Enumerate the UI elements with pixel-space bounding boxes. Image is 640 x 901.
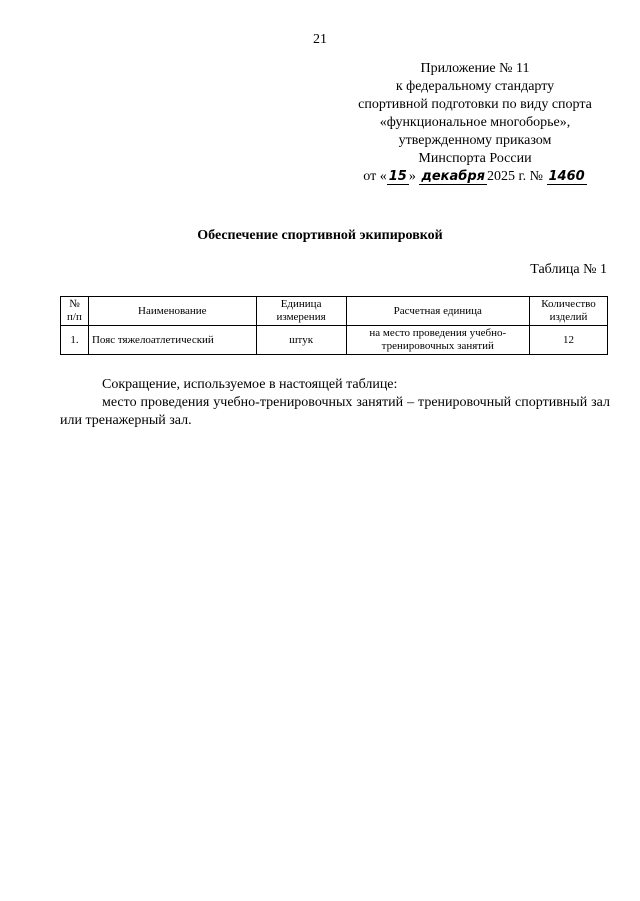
cell-name: Пояс тяжелоатлетический [88,326,256,355]
header-number: № п/п [61,297,89,326]
order-month: декабря [421,169,485,184]
order-date-line [340,168,610,186]
page-number: 21 [313,32,327,47]
header-quantity: Количество изделий [530,297,608,326]
note-block [60,376,610,430]
table-row [61,326,608,355]
cell-quantity: 12 [530,326,608,355]
table-caption: Таблица № 1 [530,262,607,277]
header-name: Наименование [88,297,256,326]
header-unit: Единица измерения [256,297,346,326]
appendix-line: к федеральному стандарту [395,79,555,94]
appendix-title: Приложение № 11 [420,61,530,76]
appendix-block [340,60,610,186]
equipment-table [60,296,608,355]
header-calc-unit: Расчетная единица [346,297,530,326]
date-day-close: » [408,169,416,184]
appendix-line: утвержденному приказом [398,133,552,148]
order-year: 2025 г. № [486,169,544,184]
document-title: Обеспечение спортивной экипировкой [197,228,443,243]
note-heading: Сокращение, используемое в настоящей таблице: [102,377,398,392]
appendix-line: «функциональное многоборье», [379,115,571,130]
cell-calc-unit: на место проведения учебно-тренировочных занятий [346,326,530,355]
note-definition: место проведения учебно-тренировочных занятий – тренировочный спортивный зал или тренажерный зал. [60,395,610,428]
order-number: 1460 [548,169,585,184]
order-day: 15 [388,169,407,184]
appendix-line: Минспорта России [418,151,532,166]
table-header-row [61,297,608,326]
appendix-line: спортивной подготовки по виду спорта [358,97,592,112]
cell-number: 1. [61,326,89,355]
cell-unit: штук [256,326,346,355]
date-prefix: от « [363,169,387,184]
